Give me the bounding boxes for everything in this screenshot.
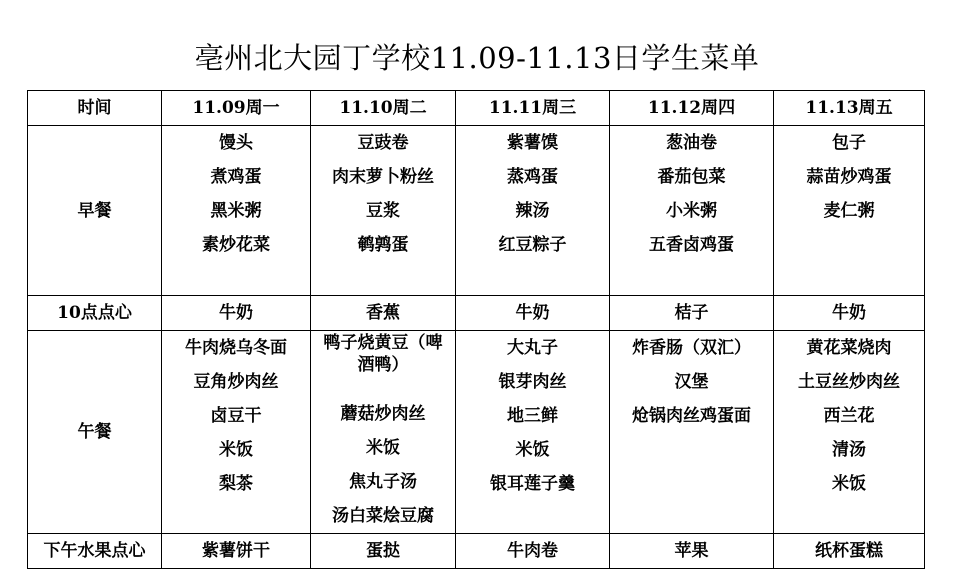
lunch-row bbox=[28, 331, 925, 534]
menu-item: 米饭 bbox=[219, 440, 253, 460]
breakfast-label: 早餐 bbox=[28, 126, 162, 296]
snack-tue: 香蕉 bbox=[311, 296, 456, 331]
day-header-fri: 11.13周五 bbox=[774, 91, 925, 126]
breakfast-tue bbox=[311, 126, 456, 296]
menu-item: 蒸鸡蛋 bbox=[507, 167, 558, 187]
menu-item: 西兰花 bbox=[823, 406, 875, 426]
menu-item: 煮鸡蛋 bbox=[210, 167, 262, 187]
menu-item: 米饭 bbox=[515, 440, 550, 460]
menu-item: 梨茶 bbox=[219, 474, 253, 494]
fruit-tue: 蛋挞 bbox=[311, 534, 456, 569]
breakfast-fri bbox=[774, 126, 925, 296]
menu-item: 麦仁粥 bbox=[823, 201, 875, 221]
fruit-fri: 纸杯蛋糕 bbox=[774, 534, 925, 569]
header-row bbox=[28, 91, 925, 126]
menu-item: 小米粥 bbox=[666, 201, 717, 221]
menu-item: 米饭 bbox=[832, 474, 866, 494]
menu-item: 地三鲜 bbox=[507, 406, 558, 426]
lunch-wed bbox=[456, 331, 610, 534]
menu-item: 豆豉卷 bbox=[357, 133, 409, 153]
snack-fri: 牛奶 bbox=[774, 296, 925, 331]
menu-item: 焦丸子汤 bbox=[349, 472, 417, 492]
menu-item: 大丸子 bbox=[507, 338, 558, 358]
menu-item: 番茄包菜 bbox=[657, 167, 726, 187]
menu-item: 素炒花菜 bbox=[202, 235, 270, 255]
snack-wed: 牛奶 bbox=[456, 296, 610, 331]
lunch-label: 午餐 bbox=[28, 331, 162, 534]
page-title: 亳州北大园丁学校11.09-11.13日学生菜单 bbox=[194, 41, 760, 75]
time-header: 时间 bbox=[28, 91, 162, 126]
lunch-mon bbox=[162, 331, 311, 534]
fruit-wed: 牛肉卷 bbox=[456, 534, 610, 569]
fruit-row bbox=[28, 534, 925, 569]
menu-item: 紫薯馍 bbox=[507, 133, 558, 153]
snack-row bbox=[28, 296, 925, 331]
lunch-tue bbox=[311, 331, 456, 534]
breakfast-thu bbox=[610, 126, 774, 296]
snack-label: 10点点心 bbox=[28, 296, 162, 331]
menu-item: 蒜苗炒鸡蛋 bbox=[806, 167, 892, 187]
menu-item: 馒头 bbox=[219, 133, 253, 153]
menu-item: 汤白菜烩豆腐 bbox=[332, 506, 434, 526]
menu-item: 黑米粥 bbox=[210, 201, 262, 221]
menu-item: 蘑菇炒肉丝 bbox=[340, 404, 426, 424]
fruit-label: 下午水果点心 bbox=[28, 534, 162, 569]
menu-item: 土豆丝炒肉丝 bbox=[798, 372, 900, 392]
day-header-wed: 11.11周三 bbox=[456, 91, 610, 126]
menu-item: 清汤 bbox=[832, 440, 866, 460]
day-header-mon: 11.09周一 bbox=[162, 91, 311, 126]
day-header-tue: 11.10周二 bbox=[311, 91, 456, 126]
menu-item: 黄花菜烧肉 bbox=[806, 338, 892, 358]
menu-item: 米饭 bbox=[366, 438, 400, 458]
menu-item: 红豆粽子 bbox=[498, 235, 567, 255]
lunch-thu bbox=[610, 331, 774, 534]
menu-item: 汉堡 bbox=[674, 372, 709, 392]
menu-item: 豆浆 bbox=[366, 201, 400, 221]
menu-item: 炝锅肉丝鸡蛋面 bbox=[632, 406, 751, 426]
breakfast-wed bbox=[456, 126, 610, 296]
menu-item: 豆角炒肉丝 bbox=[193, 372, 279, 392]
menu-item: 葱油卷 bbox=[666, 133, 717, 153]
menu-item: 炸香肠（双汇） bbox=[632, 338, 751, 358]
snack-thu: 桔子 bbox=[610, 296, 774, 331]
breakfast-row bbox=[28, 126, 925, 296]
menu-item: 包子 bbox=[832, 133, 866, 153]
fruit-mon: 紫薯饼干 bbox=[162, 534, 311, 569]
menu-item: 牛肉烧乌冬面 bbox=[185, 338, 287, 358]
menu-item: 五香卤鸡蛋 bbox=[649, 235, 734, 255]
fruit-thu: 苹果 bbox=[610, 534, 774, 569]
menu-item: 辣汤 bbox=[515, 201, 550, 221]
menu-table bbox=[27, 90, 925, 569]
day-header-thu: 11.12周四 bbox=[610, 91, 774, 126]
menu-item: 银耳莲子羹 bbox=[490, 474, 575, 494]
snack-mon: 牛奶 bbox=[162, 296, 311, 331]
menu-item: 银芽肉丝 bbox=[498, 372, 567, 392]
breakfast-mon bbox=[162, 126, 311, 296]
menu-item: 卤豆干 bbox=[210, 406, 262, 426]
menu-item: 肉末萝卜粉丝 bbox=[332, 167, 434, 187]
menu-item: 鹌鹑蛋 bbox=[357, 235, 409, 255]
menu-item: 鸭子烧黄豆（啤酒鸭） bbox=[323, 333, 443, 375]
lunch-fri bbox=[774, 331, 925, 534]
